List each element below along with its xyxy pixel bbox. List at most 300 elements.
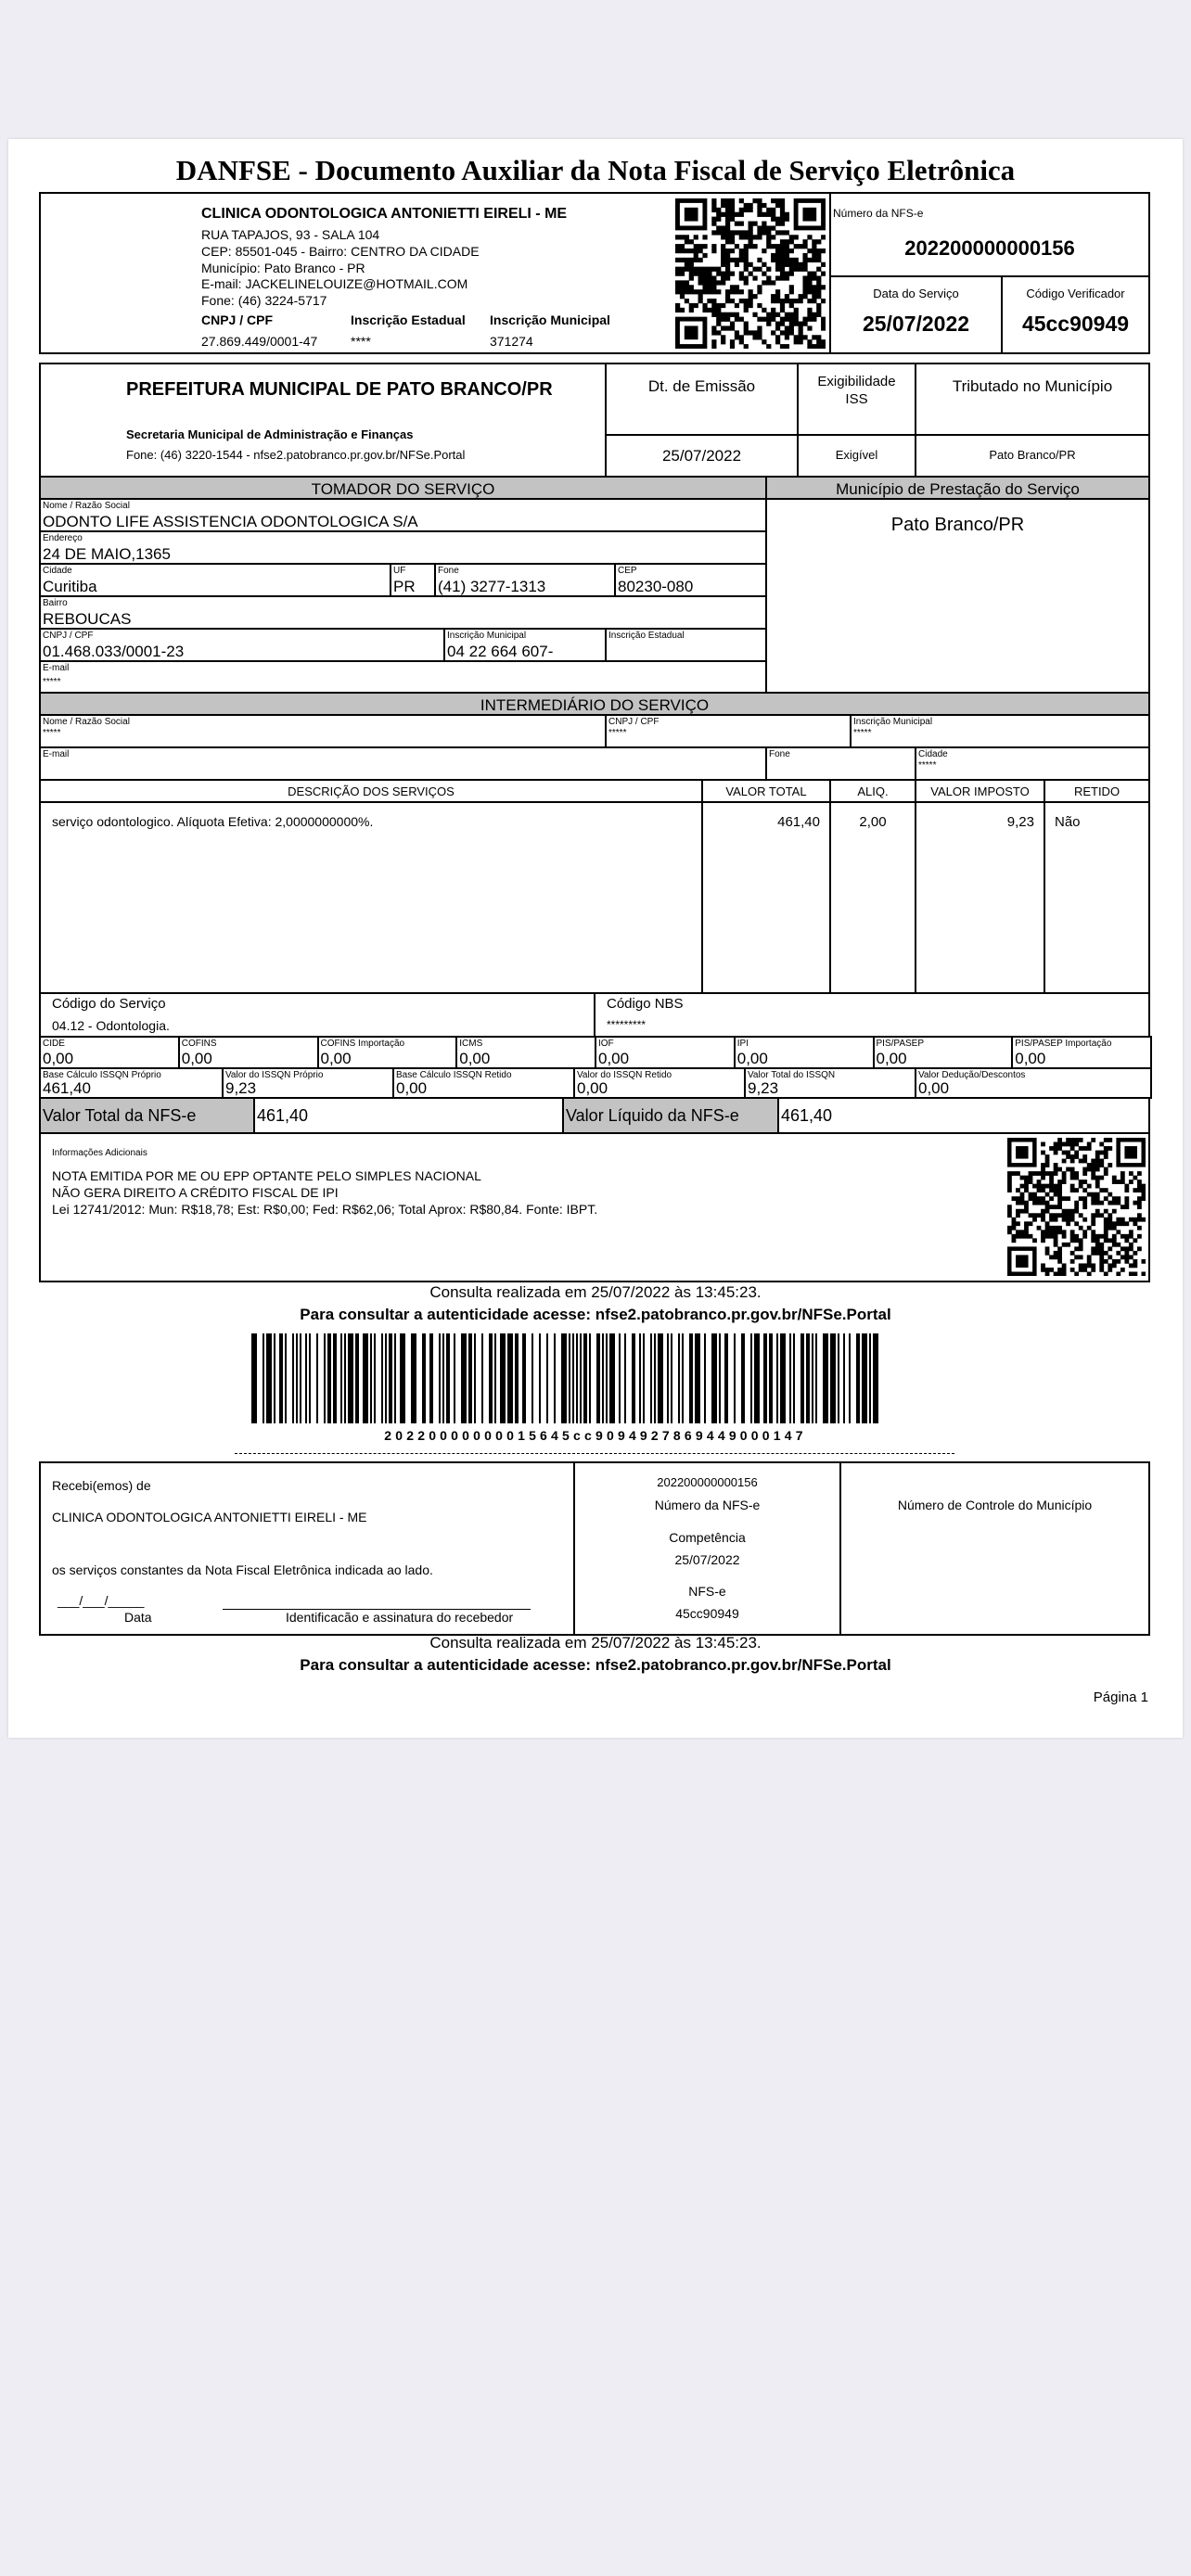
qr-module (785, 294, 789, 299)
qr-module (1057, 1246, 1062, 1251)
qr-module (725, 230, 730, 235)
qr-module (702, 289, 707, 294)
qr-module (775, 294, 780, 299)
qr-module (1007, 1171, 1012, 1176)
qr-module (1020, 1192, 1025, 1197)
qr-module (730, 344, 735, 349)
barcode-bar (695, 1333, 700, 1423)
qr-module (1112, 1209, 1117, 1214)
barcode-bar (862, 1333, 867, 1423)
exigibilidade-cell (797, 434, 916, 478)
qr-module (1112, 1259, 1117, 1264)
recibo-competencia: 25/07/2022 (674, 1552, 740, 1567)
consulta-text: Consulta realizada em 25/07/2022 às 13:45:23. (429, 1283, 762, 1301)
qr-module (1057, 1201, 1062, 1205)
qr-module (1045, 1230, 1050, 1234)
barcode-bar (494, 1333, 496, 1423)
qr-module (1024, 1221, 1029, 1226)
qr-module (1012, 1221, 1017, 1226)
qr-module (1108, 1192, 1112, 1197)
qr-module (1104, 1138, 1108, 1142)
qr-module (807, 258, 812, 262)
barcode-bar (776, 1333, 778, 1423)
qr-module (685, 262, 689, 267)
qr-module (1074, 1255, 1079, 1259)
numero-nfse-cell (829, 192, 1150, 277)
qr-module (1099, 1151, 1104, 1155)
barcode-bar (515, 1333, 519, 1423)
qr-module (789, 312, 794, 317)
qr-module (1112, 1176, 1117, 1180)
intermediario-im: ***** (853, 728, 872, 738)
qr-module (698, 249, 703, 253)
qr-module (711, 267, 716, 272)
qr-module (757, 317, 762, 322)
tributo-cell (178, 1036, 319, 1069)
qr-module (785, 262, 789, 267)
qr-module (721, 258, 725, 262)
intermediario-nome-cell (39, 714, 607, 748)
qr-module (1095, 1201, 1100, 1205)
barcode-bar (468, 1333, 472, 1423)
qr-module (1112, 1201, 1117, 1205)
qr-module (1074, 1246, 1079, 1251)
qr-module (685, 258, 689, 262)
qr-module (1062, 1218, 1067, 1222)
qr-module (794, 339, 799, 344)
qr-module (816, 275, 821, 280)
qr-module (752, 330, 757, 335)
qr-module (1141, 1188, 1146, 1192)
tributo-value: 0,00 (181, 1050, 212, 1067)
qr-module (707, 272, 711, 276)
codigo-servico-cell (39, 992, 596, 1038)
qr-module (780, 299, 785, 303)
qr-module (752, 235, 757, 239)
qr-module (794, 322, 799, 326)
tomador-im: 04 22 664 607- (447, 643, 554, 660)
qr-module (1041, 1209, 1045, 1214)
qr-module (730, 258, 735, 262)
qr-module (711, 203, 716, 208)
qr-module (749, 222, 753, 226)
qr-module (1137, 1218, 1142, 1222)
qr-module (1049, 1171, 1054, 1176)
qr-module (1054, 1184, 1058, 1189)
intermediario-email-cell (39, 746, 767, 781)
qr-module (1095, 1184, 1100, 1189)
barcode-bar (309, 1333, 311, 1423)
barcode-bar (266, 1333, 272, 1423)
barcode-bar (285, 1333, 287, 1423)
tomador-fone-cell (434, 563, 616, 597)
qr-module (1062, 1209, 1067, 1214)
qr-module (739, 230, 744, 235)
qr-module (1121, 1180, 1125, 1184)
intermediario-cnpj-cell (605, 714, 852, 748)
qr-module (730, 272, 735, 276)
valor-total-label-cell (39, 1097, 255, 1134)
qr-module (1070, 1171, 1075, 1176)
qr-module (725, 235, 730, 239)
qr-module (721, 339, 725, 344)
qr-module (785, 217, 789, 222)
qr-module (1070, 1209, 1075, 1214)
qr-module (685, 289, 689, 294)
qr-module (807, 308, 812, 312)
qr-module (1032, 1238, 1037, 1243)
qr-module (1049, 1184, 1054, 1189)
barcode-bar (619, 1333, 621, 1423)
qr-module (1074, 1209, 1079, 1214)
qr-module (1116, 1180, 1121, 1184)
qr-module (725, 299, 730, 303)
qr-module (680, 249, 685, 253)
qr-module (1016, 1196, 1020, 1201)
tributo-cell (1011, 1036, 1152, 1069)
barcode-bar (793, 1333, 795, 1423)
servico-descricao-text: serviço odontologico. Alíquota Efetiva: 2,0000000000%. (52, 814, 374, 829)
qr-module (762, 212, 766, 217)
qr-module (711, 312, 716, 317)
qr-module (1091, 1238, 1095, 1243)
qr-module (685, 285, 689, 289)
qr-module (1082, 1263, 1087, 1268)
tributo-value: 0,00 (1015, 1050, 1046, 1067)
qr-module (766, 244, 771, 249)
qr-module (780, 208, 785, 212)
qr-module (725, 203, 730, 208)
qr-module (739, 289, 744, 294)
qr-module (1074, 1176, 1079, 1180)
qr-module (1104, 1154, 1108, 1159)
qr-module (802, 294, 807, 299)
qr-module (766, 280, 771, 285)
recibo-data-field[interactable]: ___/___/_____ (58, 1593, 145, 1608)
issqn-cell (222, 1067, 394, 1099)
barcode-bar (719, 1333, 721, 1423)
qr-module (689, 289, 694, 294)
qr-module (1032, 1184, 1037, 1189)
intermediario-header (39, 692, 1150, 716)
qr-module (1062, 1180, 1067, 1184)
qr-module (1079, 1184, 1083, 1189)
recibo-assinatura-label: Identificacão e assinatura do recebedor (286, 1610, 514, 1625)
qr-module (702, 235, 707, 239)
barcode-bar (789, 1333, 791, 1423)
tributo-cell (873, 1036, 1014, 1069)
qr-module (762, 339, 766, 344)
qr-module (730, 325, 735, 330)
qr-module (721, 225, 725, 230)
qr-module (725, 258, 730, 262)
qr-module (725, 317, 730, 322)
barcode-bar (381, 1333, 383, 1423)
qr-module (1016, 1221, 1020, 1226)
qr-module (1137, 1234, 1142, 1239)
qr-module (675, 285, 680, 289)
qr-module (1049, 1213, 1054, 1218)
qr-module (739, 272, 744, 276)
intermediario-fone-label: Fone (769, 749, 790, 759)
qr-module (799, 299, 803, 303)
qr-module (1133, 1176, 1137, 1180)
barcode-bar (741, 1333, 745, 1423)
qr-module (1045, 1271, 1050, 1276)
issqn-value: 0,00 (918, 1079, 950, 1097)
qr-module (816, 312, 821, 317)
qr-module (735, 317, 739, 322)
qr-module (816, 303, 821, 308)
qr-module (1074, 1188, 1079, 1192)
qr-module (1129, 1271, 1133, 1276)
qr-module (812, 335, 816, 339)
issqn-cell (915, 1067, 1152, 1099)
tomador-cep-cell (614, 563, 767, 597)
issqn-value: 461,40 (43, 1079, 91, 1097)
qr-module (821, 339, 826, 344)
qr-module (1041, 1218, 1045, 1222)
qr-module (771, 280, 775, 285)
tributo-cell (317, 1036, 458, 1069)
issqn-value: 0,00 (577, 1079, 608, 1097)
qr-module (1020, 1176, 1025, 1180)
tomador-uf-cell (390, 563, 436, 597)
qr-module (725, 225, 730, 230)
tomador-ie-cell (605, 628, 767, 662)
qr-module (766, 208, 771, 212)
numero-nfse-label: Número da NFS-e (833, 207, 924, 220)
codigo-nbs: ********* (607, 1018, 647, 1031)
qr-module (794, 317, 799, 322)
exigibilidade-label-iss: ISS (845, 391, 868, 407)
qr-module (730, 289, 735, 294)
qr-module (757, 235, 762, 239)
qr-module (802, 267, 807, 272)
qr-module (802, 253, 807, 258)
qr-module (794, 312, 799, 317)
qr-module (1049, 1146, 1054, 1151)
tributo-value: 0,00 (43, 1050, 74, 1067)
barcode-bar (507, 1333, 513, 1423)
tomador-email-cell (39, 660, 767, 694)
qr-module (1016, 1201, 1020, 1205)
emissao-cell (605, 434, 799, 478)
barcode-bar (682, 1333, 684, 1423)
autenticidade-link[interactable]: Para consultar a autenticidade acesse: nfse2.patobranco.pr.gov.br/NFSe.Portal (300, 1306, 891, 1323)
qr-module (1116, 1221, 1121, 1226)
qr-module (1012, 1218, 1017, 1222)
qr-module (1041, 1213, 1045, 1218)
qr-module (698, 275, 703, 280)
qr-module (1104, 1188, 1108, 1192)
servico-aliq (829, 801, 916, 994)
qr-module (1091, 1138, 1095, 1142)
qr-module (1074, 1142, 1079, 1147)
qr-module (1079, 1255, 1083, 1259)
codigo-nbs-label: Código NBS (607, 996, 684, 1012)
qr-module (1104, 1196, 1108, 1201)
qr-module (707, 289, 711, 294)
qr-module (749, 203, 753, 208)
barcode-bar (769, 1333, 773, 1423)
barcode-bar (754, 1333, 760, 1423)
prestador-ie-label: Inscrição Estadual (351, 312, 466, 327)
tributo-label: IPI (736, 1039, 749, 1049)
qr-module (730, 312, 735, 317)
qr-module (771, 198, 775, 203)
qr-module (716, 312, 721, 317)
qr-module (735, 262, 739, 267)
qr-module (807, 339, 812, 344)
qr-module (1141, 1184, 1146, 1189)
qr-module (766, 267, 771, 272)
qr-module (1024, 1226, 1029, 1231)
qr-module (807, 272, 812, 276)
barcode-bar (385, 1333, 387, 1423)
qr-module (744, 262, 749, 267)
issqn-cell (573, 1067, 746, 1099)
barcode-bar (750, 1333, 752, 1423)
intermediario-im-cell (850, 714, 1150, 748)
qr-module (744, 308, 749, 312)
qr-module (698, 280, 703, 285)
qr-module (1041, 1238, 1045, 1243)
qr-module (1095, 1209, 1100, 1214)
qr-module (739, 198, 744, 203)
qr-module (1112, 1180, 1117, 1184)
qr-module (1129, 1171, 1133, 1176)
qr-module (1108, 1255, 1112, 1259)
qr-module (1108, 1226, 1112, 1231)
qr-module (780, 344, 785, 349)
qr-module (1099, 1243, 1104, 1247)
qr-module (807, 235, 812, 239)
qr-module (1082, 1180, 1087, 1184)
qr-module (1133, 1188, 1137, 1192)
qr-module (1066, 1196, 1070, 1201)
qr-module (1041, 1263, 1045, 1268)
qr-module (716, 289, 721, 294)
qr-module (735, 312, 739, 317)
controle-municipio-label: Número de Controle do Município (897, 1498, 1093, 1512)
valor-total-cell (253, 1097, 564, 1134)
qr-module (1037, 1180, 1042, 1184)
qr-module (1070, 1167, 1075, 1172)
barcode-bar (856, 1333, 860, 1423)
qr-module (816, 294, 821, 299)
barcode-bar (609, 1333, 615, 1423)
qr-module (730, 217, 735, 222)
info-line: NOTA EMITIDA POR ME OU EPP OPTANTE PELO SIMPLES NACIONAL (52, 1168, 481, 1183)
tomador-nome-label: Nome / Razão Social (43, 501, 130, 511)
autenticidade-link-footer[interactable]: Para consultar a autenticidade acesse: nfse2.patobranco.pr.gov.br/NFSe.Portal (300, 1656, 891, 1674)
qr-module (1112, 1226, 1117, 1231)
qr-module (1070, 1213, 1075, 1218)
qr-module (1020, 1234, 1025, 1239)
qr-module (1108, 1221, 1112, 1226)
tributo-cell (39, 1036, 180, 1069)
emissao-label-cell (605, 363, 799, 436)
prefeitura-name: PREFEITURA MUNICIPAL DE PATO BRANCO/PR (126, 379, 553, 400)
qr-module (735, 289, 739, 294)
qr-module (1045, 1234, 1050, 1239)
barcode-bar (340, 1333, 342, 1423)
qr-module (1024, 1205, 1029, 1209)
qr-module (694, 244, 698, 249)
qr-module (821, 344, 826, 349)
issqn-label: Valor Total do ISSQN (748, 1070, 836, 1080)
barcode-bar (569, 1333, 570, 1423)
qr-module (730, 249, 735, 253)
barcode-bar (400, 1333, 405, 1423)
qr-module (694, 258, 698, 262)
tributo-value: 0,00 (736, 1050, 768, 1067)
qr-module (1129, 1230, 1133, 1234)
qr-module (816, 249, 821, 253)
qr-module (1070, 1142, 1075, 1147)
recibo-codigo: 45cc90949 (675, 1606, 739, 1621)
qr-module (735, 258, 739, 262)
qr-module (1091, 1263, 1095, 1268)
qr-module (812, 239, 816, 244)
qr-module (1091, 1218, 1095, 1222)
qr-module (789, 299, 794, 303)
prestador-im: 371274 (490, 334, 533, 349)
qr-module (1041, 1151, 1045, 1155)
qr-module (762, 203, 766, 208)
qr-module (735, 222, 739, 226)
qr-module (1108, 1138, 1112, 1142)
qr-module (1087, 1184, 1092, 1189)
barcode-bar (461, 1333, 467, 1423)
tomador-cnpj-cell (39, 628, 445, 662)
qr-module (735, 244, 739, 249)
qr-module (1121, 1218, 1125, 1222)
recibo-cell (39, 1461, 575, 1636)
qr-module (1041, 1184, 1045, 1189)
qr-module (1049, 1176, 1054, 1180)
qr-module (716, 322, 721, 326)
qr-module (721, 280, 725, 285)
valor-liquido: 461,40 (781, 1106, 833, 1125)
qr-finder (802, 208, 816, 222)
header-text: VALOR TOTAL (725, 784, 807, 798)
qr-module (739, 339, 744, 344)
qr-module (780, 198, 785, 203)
qr-module (1137, 1213, 1142, 1218)
qr-module (1129, 1246, 1133, 1251)
qr-module (780, 272, 785, 276)
qr-module (1121, 1221, 1125, 1226)
qr-module (771, 217, 775, 222)
qr-module (807, 285, 812, 289)
tributo-label: PIS/PASEP Importação (1015, 1039, 1112, 1049)
qr-module (812, 312, 816, 317)
qr-module (1099, 1163, 1104, 1167)
qr-module (816, 285, 821, 289)
qr-module (1091, 1201, 1095, 1205)
issqn-label: Valor Dedução/Descontos (918, 1070, 1026, 1080)
qr-module (1054, 1213, 1058, 1218)
qr-module (762, 308, 766, 312)
qr-module (1054, 1271, 1058, 1276)
qr-module (789, 258, 794, 262)
qr-module (1045, 1154, 1050, 1159)
qr-module (1012, 1234, 1017, 1239)
barcode-bar (274, 1333, 275, 1423)
qr-module (1133, 1251, 1137, 1256)
